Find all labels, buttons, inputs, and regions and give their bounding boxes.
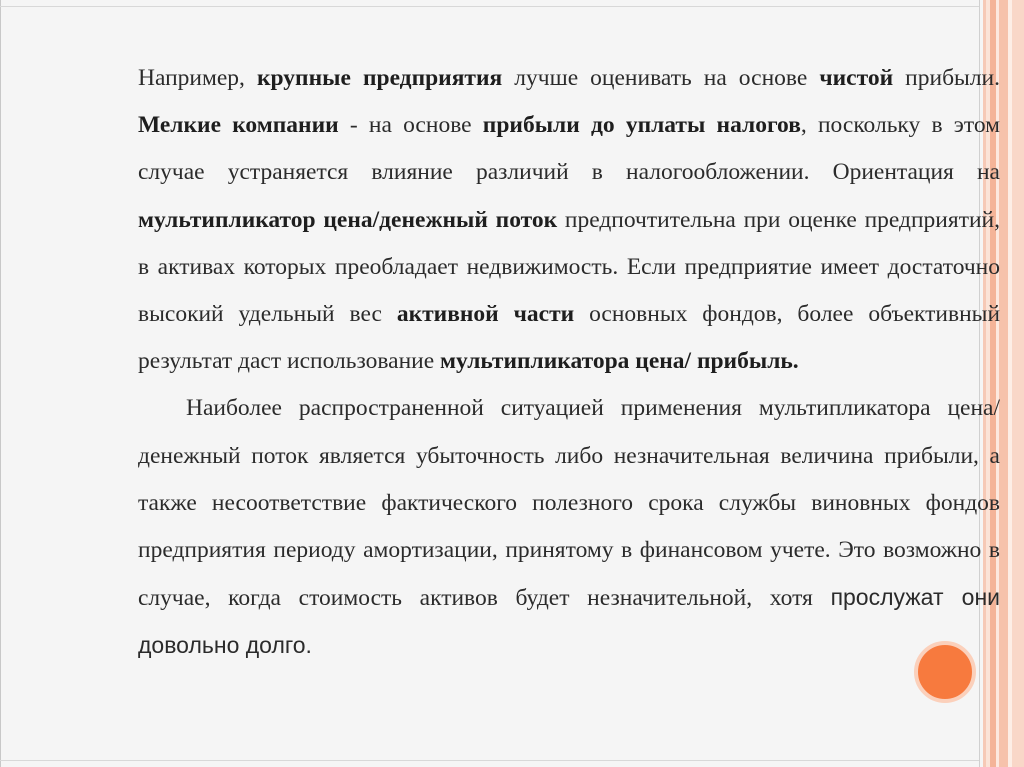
frame-bottom-line [0, 760, 980, 761]
frame-left-line [0, 0, 1, 767]
text-run: Наиболее распространенной ситуацией применения мультипликатора цена/денежный поток является убыточность либо незначительная величина прибыли, а также несоответствие фактического полезного срока службы виновных фондов предприятия периоду амортизации, принятому в финансовом учете. Это возможно в случае, когда стоимость активов будет незначительной, хотя [138, 395, 1000, 612]
text-run: предпочтительна при оценке предприятий, в активах которых преобладает недвижимость. Если предприятие имеет достаточно высокий удельный вес [138, 206, 1000, 328]
text-run: Например, [138, 65, 245, 91]
paragraph-2 [138, 385, 1000, 670]
bold-run: чистой [819, 65, 894, 91]
bold-run: мультипликатора цена/ прибыль. [440, 348, 799, 375]
text-run: прибыли. [905, 65, 1000, 91]
bold-run: Мелкие компании [138, 112, 339, 139]
slide-body [138, 55, 1000, 671]
bold-run: мультипликатор цена/денежный поток [138, 206, 558, 233]
text-run: лучше оценивать на основе [514, 65, 808, 91]
paragraph-1 [138, 55, 1000, 385]
text-run: - на основе [349, 112, 472, 139]
stripe [999, 0, 1008, 767]
bold-run: крупные предприятия [256, 65, 503, 91]
frame-top-line [0, 6, 980, 7]
text-run: основных фондов, более объективный результат даст использование [138, 301, 1001, 375]
text-run: , поскольку в этом случае устраняется влияние различий в налогообложении. Ориентация на [138, 112, 1000, 186]
stripe [1012, 0, 1024, 767]
text-run-sans: прослужат они довольно долго. [138, 584, 1001, 659]
bold-run: активной части [396, 301, 575, 328]
bold-run: прибыли до уплаты налогов [482, 112, 801, 139]
